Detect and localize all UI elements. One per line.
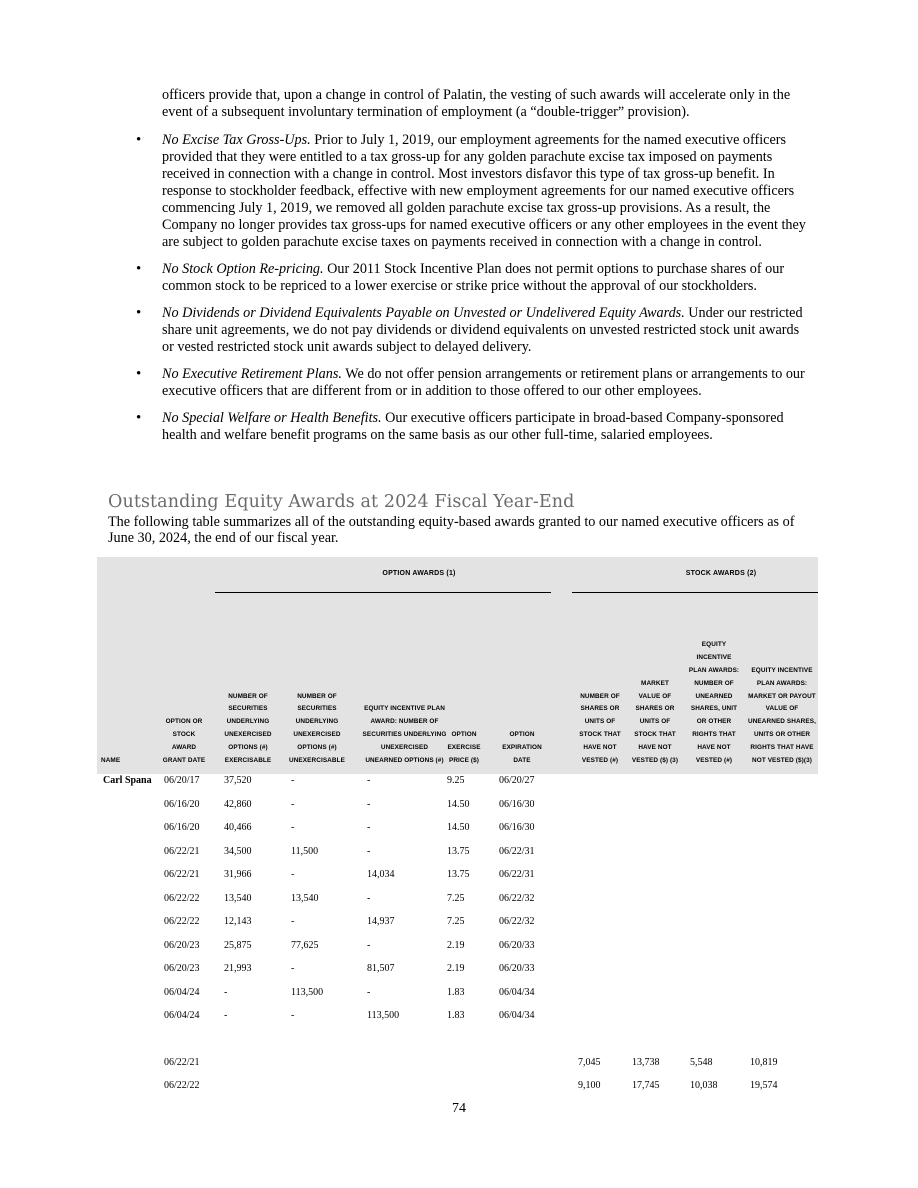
table-cell: 11,500 [291,846,319,857]
table-cell: - [291,799,295,810]
intro-paragraph: officers provide that, upon a change in control of Palatin, the vesting of such awards will accelerate only in the event of a subsequent involuntary termination of employment (a “double-trigger” provision). [162,87,791,120]
table-cell: 2.19 [447,963,465,974]
policy-bullet [162,261,810,295]
table-cell: 06/20/23 [164,940,200,951]
table-cell: 14.50 [447,799,470,810]
column-header: OPTION EXPIRATION DATE [502,731,542,765]
table-row [97,963,818,977]
table-row [97,799,818,813]
policy-bullet-list [162,132,810,454]
table-cell: - [291,869,295,880]
table-cell: 06/22/32 [499,916,535,927]
table-cell: 10,819 [750,1057,778,1068]
table-cell: 113,500 [291,987,324,998]
executive-name: Carl Spana [103,775,152,786]
table-cell: 5,548 [690,1057,713,1068]
column-header: EQUITY INCENTIVE PLAN AWARDS: NUMBER OF UNEARNED SHARES, UNIT OR OTHER RIGHTS THAT HAVE NOT VESTED (#) [688,640,740,765]
table-cell: 06/20/17 [164,775,200,786]
policy-bullet [162,132,810,251]
policy-bullet-title: No Excise Tax Gross-Ups. [162,132,311,148]
stock-awards-group-title: STOCK AWARDS (2) [685,570,757,577]
table-row [97,822,818,836]
table-cell: 06/16/30 [499,822,535,833]
table-cell: 1.83 [447,987,465,998]
section-title: Outstanding Equity Awards at 2024 Fiscal Year-End [108,492,575,512]
table-cell: - [367,822,371,833]
table-cell: 06/22/21 [164,1057,200,1068]
table-cell: 17,745 [632,1080,660,1091]
table-cell: 06/20/23 [164,963,200,974]
table-row [97,775,818,789]
table-row [97,1080,818,1094]
column-header: OPTION OR STOCK AWARD GRANT DATE [162,718,206,765]
table-cell: - [367,799,371,810]
table-cell: 9.25 [447,775,465,786]
column-header: EQUITY INCENTIVE PLAN AWARDS: MARKET OR PAYOUT VALUE OF UNEARNED SHARES, UNITS OR OTHER RIGHTS THAT HAVE NOT VESTED ($)(3) [748,666,816,765]
table-cell: 06/20/33 [499,963,535,974]
table-cell: - [291,963,295,974]
table-cell: 31,966 [224,869,252,880]
table-cell: - [367,940,371,951]
column-header: NUMBER OF SECURITIES UNDERLYING UNEXERCISED OPTIONS (#) EXERCISABLE [224,692,272,765]
policy-bullet-text: Under our restricted share unit agreements, we do not pay dividends or dividend equivalents on unvested restricted stock unit awards or vested restricted stock unit awards subject to delayed delivery. [162,305,803,355]
table-cell: - [291,916,295,927]
table-cell: 42,860 [224,799,252,810]
table-row [97,940,818,954]
table-cell: 06/22/31 [499,869,535,880]
table-cell: 13.75 [447,869,470,880]
table-row [97,1057,818,1071]
table-cell: 37,520 [224,775,252,786]
table-cell: 21,993 [224,963,252,974]
column-header: EQUITY INCENTIVE PLAN AWARD: NUMBER OF SECURITIES UNDERLYING UNEXERCISED UNEARNED OPTIONS (#) [362,705,447,765]
table-cell: 06/22/31 [499,846,535,857]
table-cell: 06/04/24 [164,987,200,998]
table-cell: 113,500 [367,1010,400,1021]
page-number: 74 [452,1101,466,1116]
table-cell: 19,574 [750,1080,778,1091]
table-cell: 13.75 [447,846,470,857]
table-cell: 34,500 [224,846,252,857]
section-intro: The following table summarizes all of the outstanding equity-based awards granted to our named executive officers as of June 30, 2024, the end of our fiscal year. [108,514,795,546]
table-cell: - [291,1010,295,1021]
policy-bullet-text: Our executive officers participate in broad-based Company-sponsored health and welfare benefit programs on the same basis as our other full-time, salaried employees. [162,410,784,443]
table-cell: 06/16/30 [499,799,535,810]
policy-bullet [162,366,810,400]
table-cell: 14,034 [367,869,395,880]
table-row [97,893,818,907]
table-row [97,916,818,930]
table-cell: 06/22/21 [164,846,200,857]
table-cell: - [224,987,228,998]
table-cell: - [291,775,295,786]
table-row [97,1010,818,1024]
table-cell: 06/04/34 [499,987,535,998]
stock-awards-rule [572,592,818,593]
policy-bullet-title: No Dividends or Dividend Equivalents Payable on Unvested or Undelivered Equity Awards. [162,305,685,321]
table-cell: 06/04/34 [499,1010,535,1021]
table-cell: 13,540 [224,893,252,904]
table-cell: - [367,893,371,904]
table-cell: 9,100 [578,1080,601,1091]
table-row [97,987,818,1001]
column-header: OPTION EXERCISE PRICE ($) [447,731,481,765]
table-cell: 1.83 [447,1010,465,1021]
policy-bullet-title: No Stock Option Re-pricing. [162,261,324,277]
table-cell: 7.25 [447,916,465,927]
column-header: NUMBER OF SHARES OR UNITS OF STOCK THAT HAVE NOT VESTED (#) [579,692,621,765]
table-cell: 81,507 [367,963,395,974]
table-cell: - [367,987,371,998]
policy-bullet [162,410,810,444]
table-cell: 06/20/27 [499,775,535,786]
table-cell: 06/22/32 [499,893,535,904]
table-cell: - [367,775,371,786]
option-awards-rule [215,592,551,593]
table-cell: 14,937 [367,916,395,927]
table-cell: - [224,1010,228,1021]
table-row [97,869,818,883]
policy-bullet [162,305,810,356]
table-cell: 7.25 [447,893,465,904]
column-header: NUMBER OF SECURITIES UNDERLYING UNEXERCISED OPTIONS (#) UNEXERCISABLE [289,692,345,765]
table-cell: 06/20/33 [499,940,535,951]
table-cell: 40,466 [224,822,252,833]
table-cell: - [291,822,295,833]
policy-bullet-text: Our 2011 Stock Incentive Plan does not permit options to purchase shares of our common stock to be repriced to a lower exercise or strike price without the approval of our stockholders. [162,261,785,294]
policy-bullet-title: No Special Welfare or Health Benefits. [162,410,382,426]
option-awards-group-title: OPTION AWARDS (1) [382,570,456,577]
table-cell: 2.19 [447,940,465,951]
table-cell: 77,625 [291,940,319,951]
table-cell: 06/22/22 [164,916,200,927]
table-cell: - [367,846,371,857]
table-cell: 06/22/21 [164,869,200,880]
table-cell: 06/04/24 [164,1010,200,1021]
table-cell: 06/22/22 [164,893,200,904]
table-cell: 06/22/22 [164,1080,200,1091]
policy-bullet-title: No Executive Retirement Plans. [162,366,342,382]
table-cell: 14.50 [447,822,470,833]
table-cell: 13,738 [632,1057,660,1068]
table-cell: 10,038 [690,1080,718,1091]
table-cell: 25,875 [224,940,252,951]
table-row [97,846,818,860]
column-header: MARKET VALUE OF SHARES OR UNITS OF STOCK THAT HAVE NOT VESTED ($) (3) [631,679,679,765]
table-cell: 06/16/20 [164,822,200,833]
table-cell: 7,045 [578,1057,601,1068]
policy-bullet-text: We do not offer pension arrangements or retirement plans or arrangements to our executive officers that are different from or in addition to those offered to our other employees. [162,366,805,399]
table-cell: 12,143 [224,916,252,927]
table-cell: 13,540 [291,893,319,904]
policy-bullet-text: Prior to July 1, 2019, our employment agreements for the named executive officers provided that they were entitled to a tax gross-up for any golden parachute excise tax imposed on payments received in connection with a change in control. Most investors disfavor this type of tax gross-up benefit. In response to stockholder feedback, effective with new employment agreements for our named executive officers commencing July 1, 2019, we removed all golden parachute excise tax gross-up provisions. As a result, the Company no longer provides tax gross-ups for named executive officers or any other employees in the event they are subject to golden parachute excise taxes on payments received in connection with a change in control. [162,132,806,250]
column-header: NAME [101,757,121,765]
table-cell: 06/16/20 [164,799,200,810]
table-header [97,557,818,774]
